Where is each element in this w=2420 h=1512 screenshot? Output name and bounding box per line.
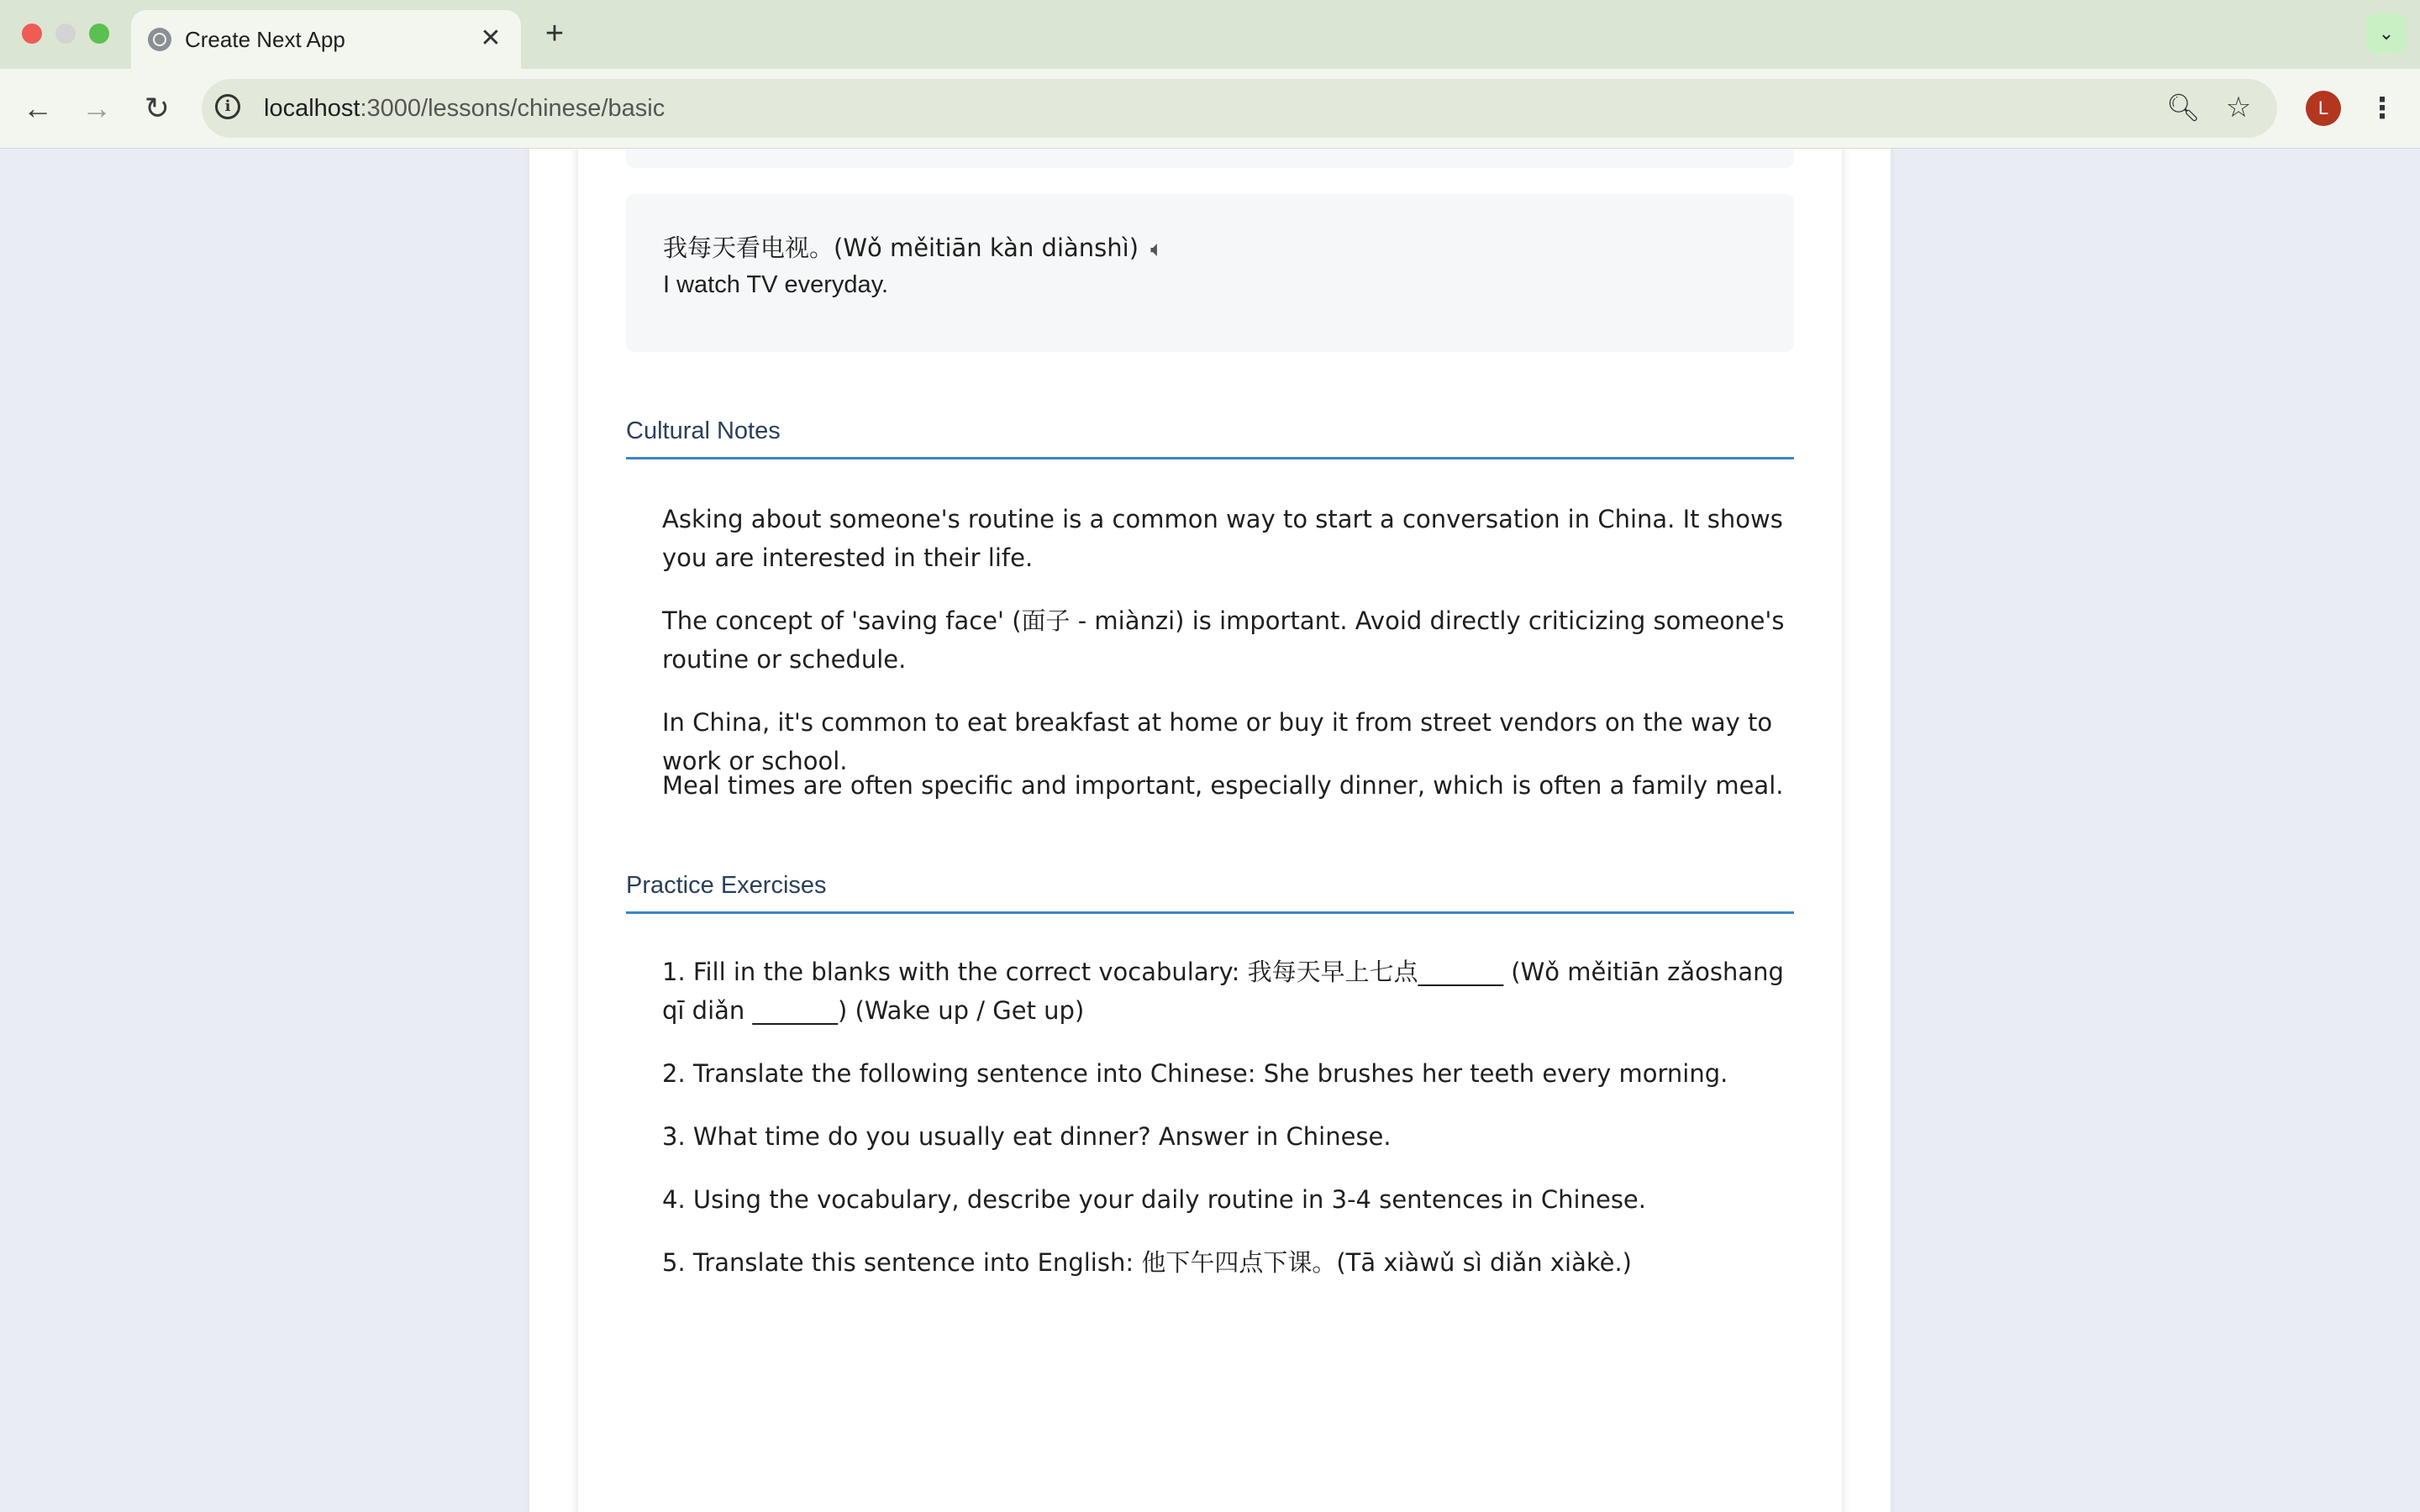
cultural-note-item: Asking about someone's routine is a common way to start a conversation in China. It shows you are interested in their life. — [662, 505, 1783, 572]
tab-title: Create Next App — [185, 27, 345, 52]
info-icon[interactable]: i — [215, 94, 240, 119]
browser-toolbar — [0, 69, 2420, 149]
exercise-item: 2. Translate the following sentence into Chinese: She brushes her teeth every morning. — [662, 1059, 1728, 1088]
cultural-note-item: In China, it's common to eat breakfast at home or buy it from street vendors on the way to work or school. — [662, 708, 1773, 775]
exercise-item: 1. Fill in the blanks with the correct vocabulary: 我每天早上七点_______ (Wǒ měitiān zǎoshang qī diǎn _______) (Wake up / Get up) — [662, 958, 1784, 1025]
cultural-note-item: The concept of 'saving face' (面子 - miànzi) is important. Avoid directly criticizing someone's routine or schedule. — [662, 606, 1785, 674]
exercise-item: 4. Using the vocabulary, describe your daily routine in 3-4 sentences in Chinese. — [662, 1185, 1646, 1214]
url-path: :3000/lessons/chinese/basic — [360, 95, 666, 122]
window-close-button[interactable] — [22, 24, 42, 44]
practice-exercises-heading: Practice Exercises — [626, 872, 1794, 914]
exercise-item: 3. What time do you usually eat dinner? Answer in Chinese. — [662, 1122, 1392, 1151]
kebab-menu-icon[interactable]: ⋮ — [2368, 92, 2396, 124]
close-tab-icon[interactable]: ✕ — [480, 24, 502, 52]
forward-arrow-icon[interactable]: → — [82, 91, 112, 125]
address-bar[interactable] — [202, 79, 2277, 138]
example-chinese — [663, 229, 1164, 264]
window-zoom-button[interactable] — [89, 24, 109, 44]
cultural-note-item: Meal times are often specific and important, especially dinner, which is often a family meal. — [662, 771, 1784, 800]
previous-example-box — [626, 149, 1794, 168]
example-chinese-text: 我每天看电视。(Wǒ měitiān kàn diànshì) — [663, 234, 1139, 262]
cultural-notes-heading: Cultural Notes — [626, 417, 1794, 459]
page-viewport — [0, 149, 2420, 1512]
reload-icon[interactable]: ↻ — [144, 91, 171, 125]
browser-tab[interactable] — [131, 10, 521, 69]
lesson-card — [578, 149, 1842, 1512]
browser-tab-bar — [0, 0, 2420, 69]
speaker-icon[interactable]: 🔈︎ — [1150, 237, 1164, 262]
globe-icon — [148, 28, 171, 51]
url-host: localhost — [264, 95, 360, 122]
window-minimize-button[interactable] — [55, 24, 76, 44]
zoom-icon[interactable]: 🔍︎ — [2166, 92, 2201, 123]
star-icon[interactable]: ☆ — [2225, 92, 2252, 123]
back-arrow-icon[interactable]: ← — [23, 91, 53, 125]
avatar[interactable]: L — [2306, 91, 2341, 126]
example-english: I watch TV everyday. — [663, 271, 889, 298]
tab-search-chevron-icon[interactable]: ⌄ — [2366, 13, 2407, 54]
url-text[interactable] — [264, 79, 665, 138]
exercise-item: 5. Translate this sentence into English: 他下午四点下课。(Tā xiàwǔ sì diǎn xiàkè.) — [662, 1248, 1632, 1277]
new-tab-button[interactable]: + — [544, 16, 565, 51]
example-sentence-box — [626, 194, 1794, 352]
